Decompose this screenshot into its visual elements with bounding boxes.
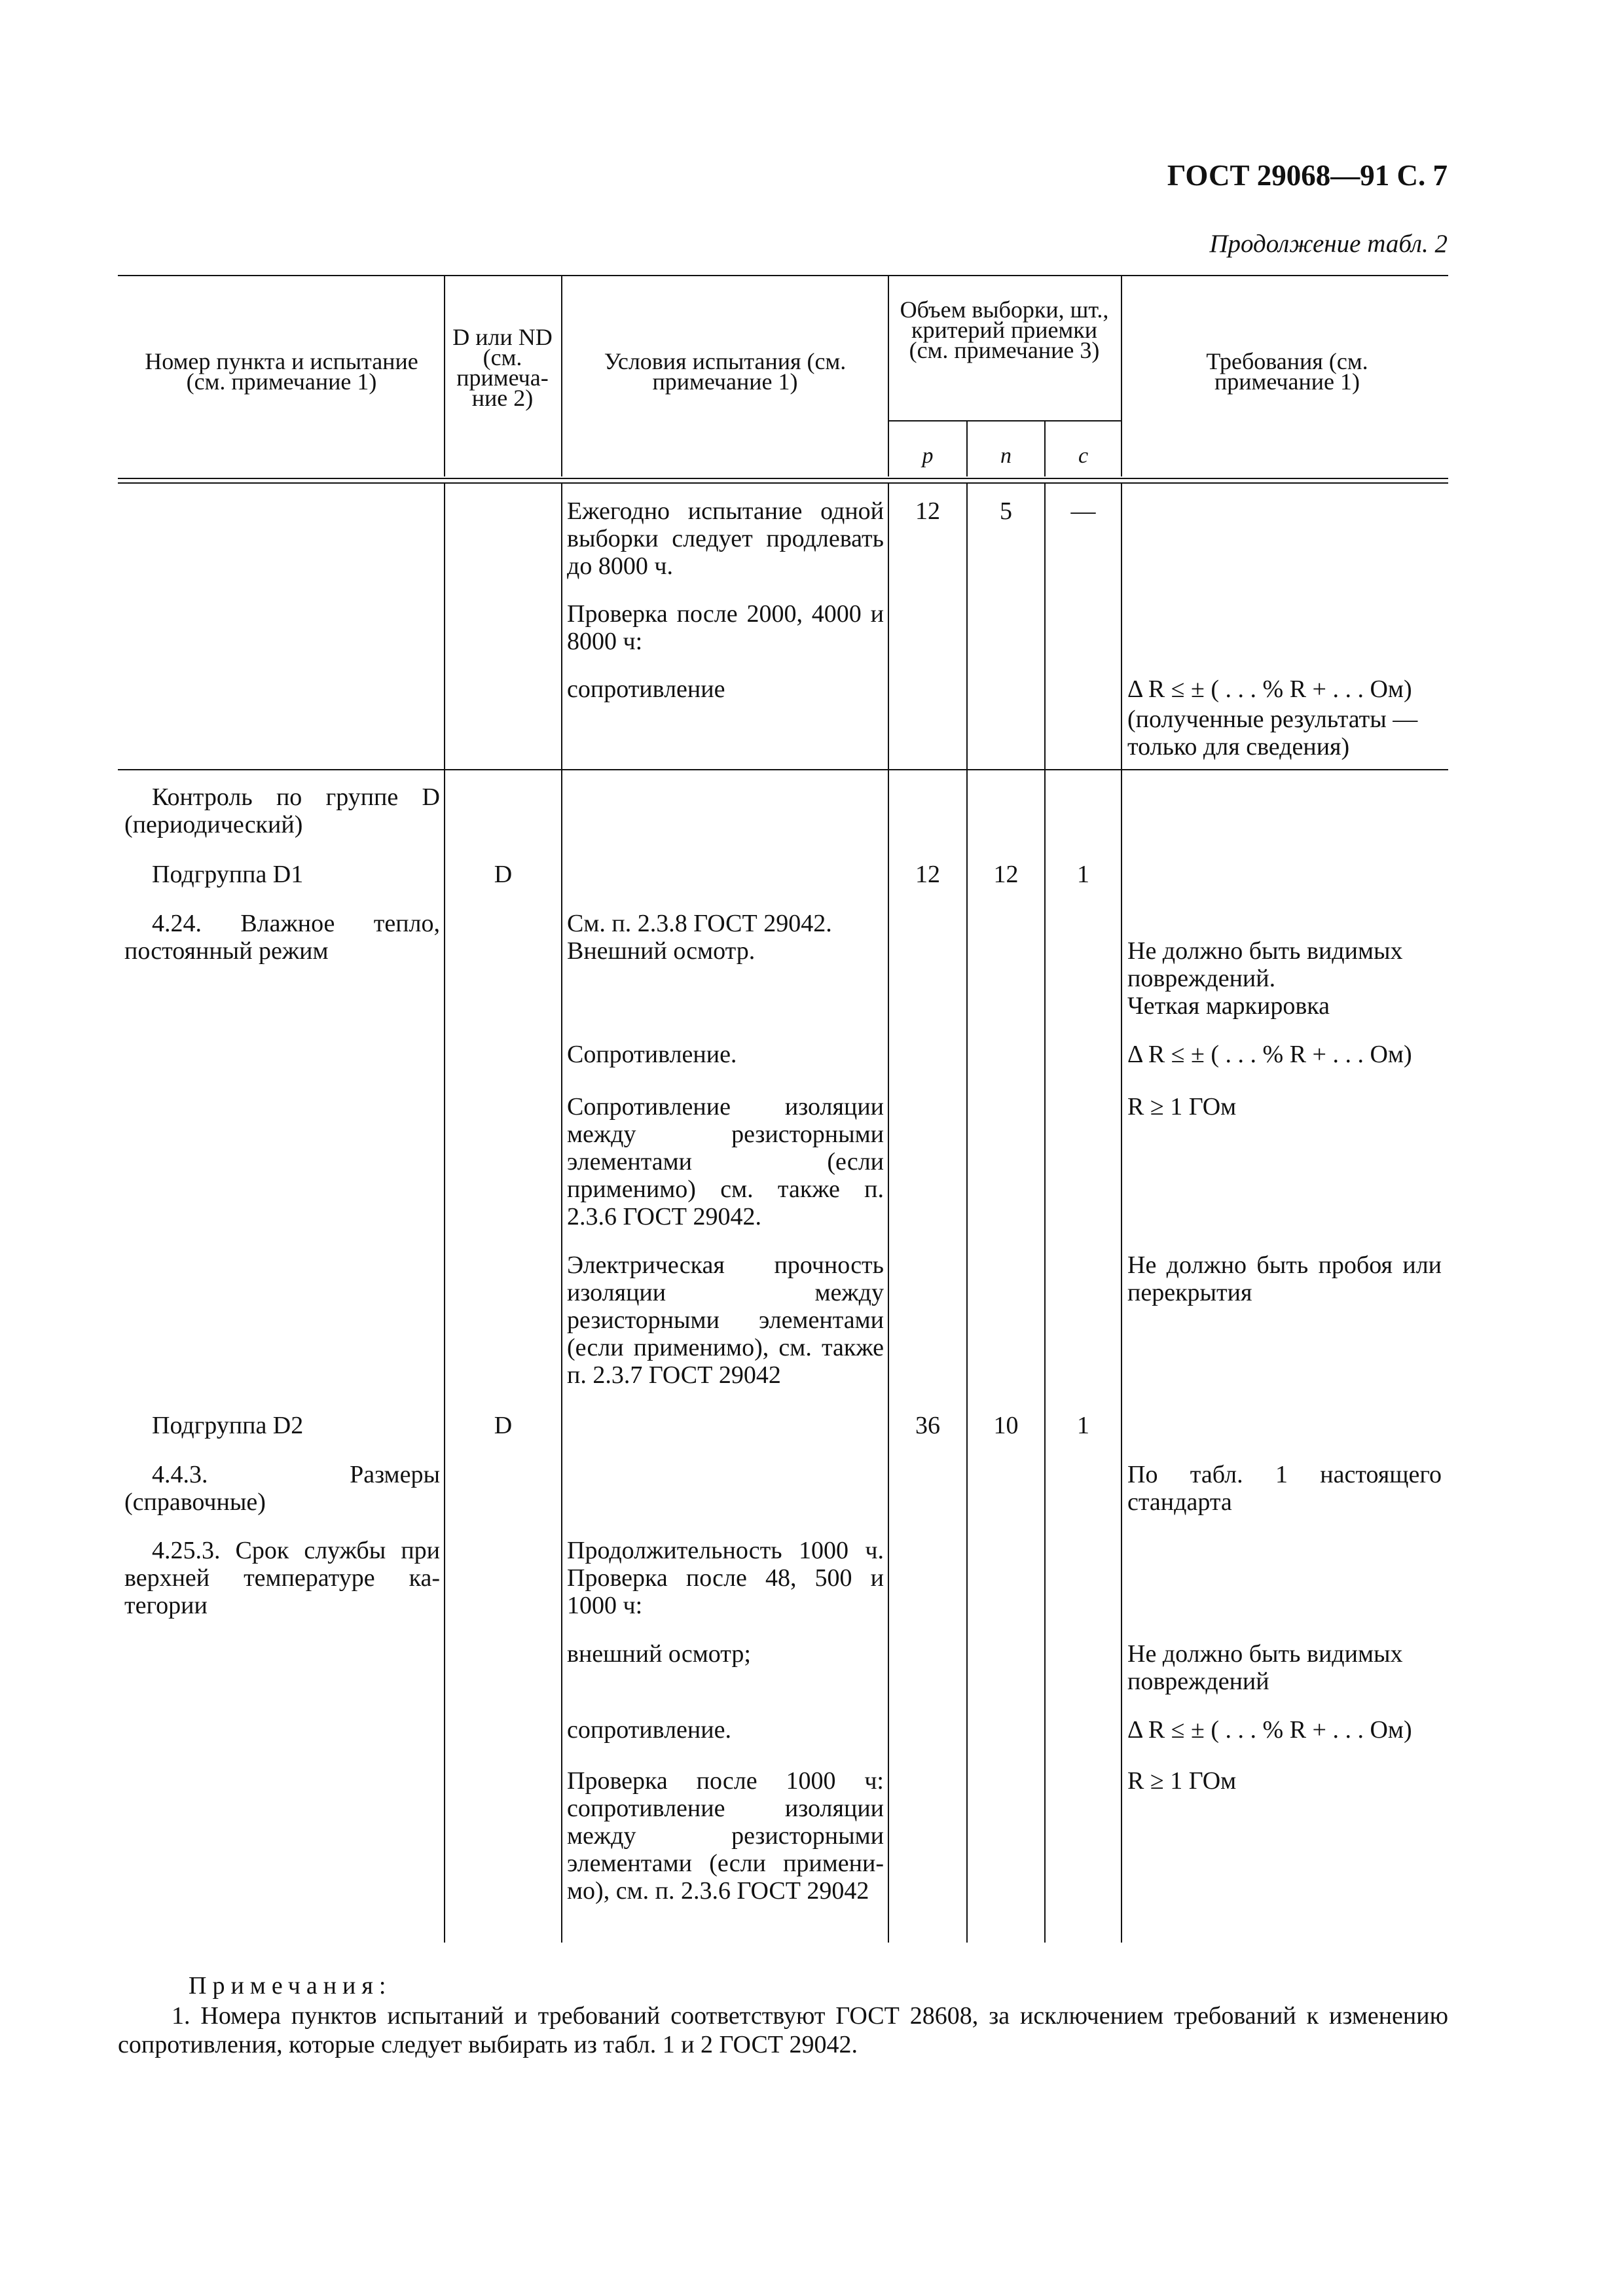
subgroup-d2-p: 36 <box>915 1412 940 1439</box>
test-item-4-25-3: 4.25.3. Срок службы при верхней температуре ка- тегории <box>124 1537 440 1619</box>
requirement-delta-r-d1: Δ R ≤ ± ( . . . % R + . . . Ом) <box>1127 1041 1412 1068</box>
condition-insulation-resistance: Сопротивление изоляции между резисторными элементами (если применимо) см. также п. 2.3.6 ГОСТ 29042. <box>567 1093 884 1230</box>
subgroup-d2-n: 10 <box>993 1412 1019 1439</box>
col-header-n: n <box>1000 444 1012 468</box>
subgroup-d2-c: 1 <box>1077 1412 1089 1439</box>
page-header-title: ГОСТ 29068—91 С. 7 <box>1167 159 1448 192</box>
column-separator <box>1121 275 1122 476</box>
condition-duration: Продолжительность 1000 ч. Проверка после 48, 500 и 1000 ч: <box>567 1537 884 1619</box>
col-header-requirements: Требования (см. примечание 1) <box>1206 348 1368 395</box>
subgroup-d2-label: Подгруппа D2 <box>152 1412 304 1439</box>
header-bottom-rule-2 <box>118 482 1448 484</box>
subgroup-d1-c: 1 <box>1077 861 1089 888</box>
column-separator <box>444 275 445 476</box>
subgroup-d1-n: 12 <box>993 861 1019 888</box>
subgroup-d1-label: Подгруппа D1 <box>152 861 304 888</box>
subgroup-d1-p: 12 <box>915 861 940 888</box>
column-separator <box>561 484 562 1943</box>
requirement-delta-r: Δ R ≤ ± ( . . . % R + . . . Ом) <box>1127 675 1412 703</box>
sample-c-value: — <box>1070 497 1096 525</box>
condition-insulation-d2: Проверка после 1000 ч: сопротивление изоляции между резисторными элементами (если примени-мо), см. п. 2.3.6 ГОСТ 29042 <box>567 1767 884 1905</box>
column-separator <box>966 484 968 1943</box>
requirement-insulation-d1: R ≥ 1 ГОм <box>1127 1093 1237 1121</box>
col-header-dnd: D или ND (см. примеча-ние 2) <box>452 324 553 411</box>
subgroup-d1-dnd: D <box>494 861 513 888</box>
requirement-dimensions: По табл. 1 настоящего стандарта <box>1127 1461 1442 1516</box>
condition-ref-2-3-8: См. п. 2.3.8 ГОСТ 29042. <box>567 910 832 937</box>
requirement-clear-marking: Четкая маркировка <box>1127 992 1330 1020</box>
condition-resistance: сопротивление <box>567 675 725 703</box>
sample-p-value: 12 <box>915 497 940 525</box>
group-d-title: Контроль по группе D (периодический) <box>124 783 440 838</box>
column-separator <box>888 484 889 1943</box>
notes-title: Примечания: <box>189 1972 392 2000</box>
condition-visual-inspection: Внешний осмотр. <box>567 937 756 965</box>
col-header-p: p <box>922 444 934 468</box>
block-divider-rule <box>118 769 1448 770</box>
column-separator <box>1044 484 1046 1943</box>
sample-n-value: 5 <box>1000 497 1012 525</box>
requirement-note: (полученные результаты — только для сведения) <box>1127 706 1418 761</box>
header-bottom-rule <box>118 478 1448 479</box>
requirement-no-damage: Не должно быть видимых повреждений. <box>1127 937 1403 992</box>
requirement-delta-r-d2: Δ R ≤ ± ( . . . % R + . . . Ом) <box>1127 1716 1412 1744</box>
column-separator <box>1121 484 1122 1943</box>
col-header-item: Номер пункта и испытание (см. примечание 1) <box>145 348 418 395</box>
subgroup-d2-dnd: D <box>494 1412 513 1439</box>
column-separator <box>561 275 562 476</box>
table-continuation-label: Продолжение табл. 2 <box>1209 230 1448 258</box>
table-top-rule <box>118 275 1448 276</box>
condition-resistance-d2: сопротивление. <box>567 1716 731 1744</box>
col-header-c: c <box>1078 444 1089 468</box>
col-header-conditions: Условия испытания (см. примечание 1) <box>604 348 847 395</box>
condition-dielectric-strength: Электрическая прочность изоляции между резисторными элементами (если применимо), см. также п. 2.3.7 ГОСТ 29042 <box>567 1251 884 1389</box>
test-item-4-24: 4.24. Влажное тепло, постоянный режим <box>124 910 440 965</box>
column-separator <box>444 484 445 1943</box>
test-item-4-4-3: 4.4.3. Размеры (справочные) <box>124 1461 440 1516</box>
condition-visual-d2: внешний осмотр; <box>567 1640 751 1668</box>
requirement-no-damage-d2: Не должно быть видимых повреждений <box>1127 1640 1403 1695</box>
requirement-no-breakdown: Не должно быть пробоя или перекрытия <box>1127 1251 1442 1306</box>
condition-resistance-d1: Сопротивление. <box>567 1041 737 1068</box>
col-header-sample: Объем выборки, шт., критерий приемки (см. примечание 3) <box>900 296 1109 363</box>
sample-subheader-rule <box>888 420 1121 422</box>
condition-check-times: Проверка после 2000, 4000 и 8000 ч: <box>567 600 884 655</box>
condition-annual: Ежегодно испытание одной выборки следует продлевать до 8000 ч. <box>567 497 884 580</box>
note-1: 1. Номера пунктов испытаний и требований соответствуют ГОСТ 28608, за исключением требований к изменению сопротивления, которые следует выбирать из табл. 1 и 2 ГОСТ 29042. <box>118 2002 1448 2058</box>
requirement-insulation-d2: R ≥ 1 ГОм <box>1127 1767 1237 1795</box>
